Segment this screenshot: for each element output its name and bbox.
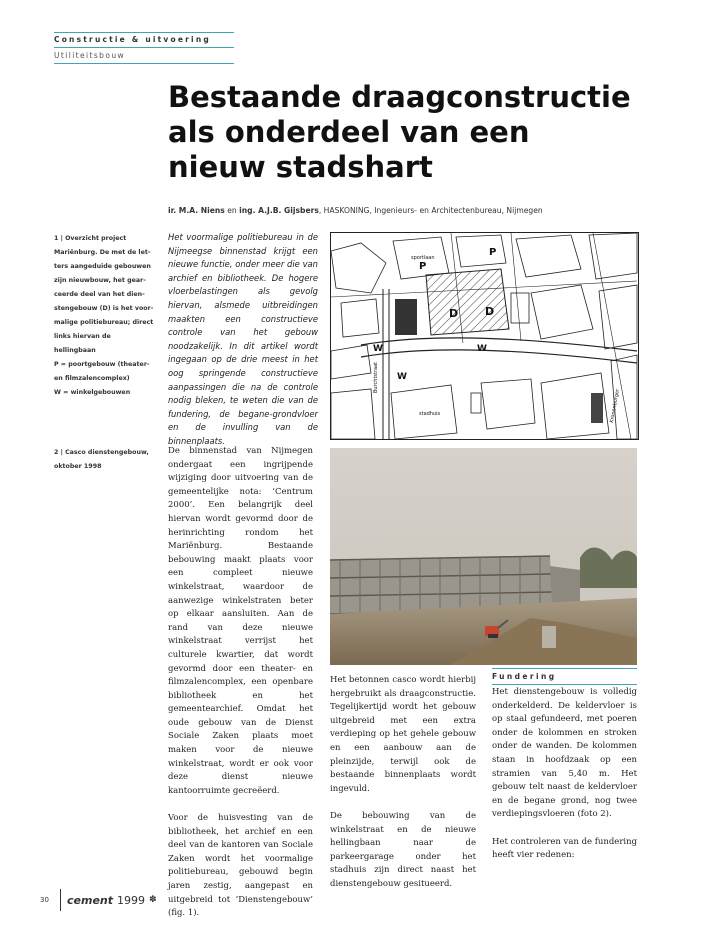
magazine-name: cement [67,893,113,907]
map-label-w: W [397,372,407,382]
section-rule-middle [54,47,234,48]
body-paragraph: Het dienstengebouw is volledig onderkelderd. De keldervloer is op staal gefundeerd, met poeren onder de kolommen en stroken onder de wanden. De kolommen staan in hoofdzaak op een stramien van 5,40 m. Het gebouw telt naast de keldervloer en de begane grond, nog twee verdiepingsvloeren (foto 2). [492,687,637,820]
article-authors [168,206,668,215]
site-map-drawing [331,233,638,439]
headline-line-3: nieuw stadshart [168,150,433,184]
map-label-d: D [485,305,495,318]
caption-line: oktober 1998 [54,463,102,470]
caption-line: ters aangeduide gebouwen [54,263,151,270]
caption-line: W = winkelgebouwen [54,389,131,396]
caption-line: ceerde deel van het dien- [54,291,145,298]
section-subtitle: Utiliteitsbouw [54,51,126,60]
fundering-heading: Fundering [492,672,557,681]
body-column-1 [168,445,313,934]
map-label-w: W [373,344,383,354]
fundering-rule-top [492,668,637,669]
map-street-label: Kronenburger [609,388,621,424]
caption-line: malige politiebureau; direct [54,319,154,326]
section-header [54,32,234,64]
author-joiner: en [224,206,240,215]
page-footer [40,890,157,910]
body-paragraph: Voor de huisvesting van de bibliotheek, het archief en een deel van de kantoren van Sociale Zaken wordt het voormalige politiebureau, gebouwd begin jaren zestig, aangepast en uitgebreid tot ‘Dienstengebouw’ (fig. 1). [168,813,313,919]
magazine-logo-icon: ✽ [149,895,157,905]
caption-line: links hiervan de hellingbaan [54,333,111,354]
fundering-heading-bar [492,668,637,685]
article-intro: Het voormalige politiebureau in de Nijmeegse binnenstad krijgt een nieuwe functie, onder meer die van archief en bibliotheek. De hogere vloerbelastingen als gevolg hiervan, alsmede uitbreidingen maakten een constructieve controle van het gebouw noodzakelijk. In dit artikel wordt ingegaan op de drie meest in het oog springende constructieve aanpassingen die na de controle nodig bleken, te weten die van de fundering, de begane-grondvloer en de invulling van de binnenplaats. [168,232,318,446]
map-label-p: P [419,261,427,272]
construction-photo [330,448,637,665]
caption-line: zijn nieuwbouw, het gear- [54,277,146,284]
body-column-2 [330,674,476,905]
headline-line-2: als onderdeel van een [168,115,530,149]
magazine-year: 1999 [117,893,145,907]
article-headline [168,80,668,185]
section-title: Constructie & uitvoering [54,35,211,44]
caption-line: P = poortgebouw (theater- [54,361,150,368]
figure-2-caption [54,446,154,474]
author-2: ing. A.J.B. Gijsbers [239,206,319,215]
author-1: ir. M.A. Niens [168,206,225,215]
figure-1-caption [54,232,154,400]
body-paragraph: De binnenstad van Nijmegen ondergaat een ingrijpende wijziging door uitvoering van de gemeentelijke nota: ‘Centrum 2000’. Een belangrijk deel hiervan wordt gevormd door de herinrichting rondom het Mariënburg. Bestaande bebouwing maakt plaats voor een compleet nieuwe winkelstraat, waardoor de aanwezige winkelstraten beter op elkaar aansluiten. Aan de rand van deze nieuwe winkelstraat verrijst het culturele kwartier, dat wordt gevormd door een theater- en filmzalencomplex, een openbare bibliotheek en het gemeentearchief. Omdat het oude gebouw van de Dienst Sociale Zaken plaats moet maken voor de nieuwe winkelstraat, wordt er ook voor deze dienst nieuwe kantoorruimte gecreëerd. [168,446,313,796]
author-affiliation: , HASKONING, Ingenieurs- en Architectenbureau, Nijmegen [318,206,543,215]
body-paragraph: Het betonnen casco wordt hierbij hergebruikt als draagconstructie. Tegelijkertijd wordt het gebouw uitgebreid met een extra verdieping op het gehele gebouw en een aanbouw aan de pleinzijde, terwijl ook de bestaande binnenplaats wordt ingevuld. [330,675,476,794]
caption-line: 1 | Overzicht project [54,235,127,242]
body-paragraph: De bebouwing van de winkelstraat en de nieuwe hellingbaan naar de parkeergarage onder het stadhuis zijn direct naast het dienstengebouw gesitueerd. [330,810,476,889]
caption-line: Mariënburg. De met de let- [54,249,151,256]
body-paragraph: Het controleren van de fundering heeft vier redenen: [492,836,638,861]
caption-line: 2 | Casco dienstengebouw, [54,449,149,456]
map-street-label: sportlaan [411,255,435,261]
map-label-d: D [449,307,459,320]
body-column-3 [492,686,637,876]
map-label-w: W [477,344,487,354]
map-label-p: P [489,247,497,258]
page-number: 30 [40,896,49,904]
headline-line-1: Bestaande draagconstructie [168,80,631,114]
section-rule-bottom [54,63,234,64]
caption-line: en filmzalencomplex) [54,375,130,382]
caption-line: stengebouw (D) is het voor- [54,305,154,312]
map-street-label: stadhuis [419,411,441,417]
section-rule-top [54,32,234,33]
fundering-rule-bottom [492,684,637,685]
site-map-figure [330,232,639,440]
map-street-label: Burchtstraat [373,361,379,393]
construction-photo-drawing [330,448,637,665]
footer-divider [60,889,61,911]
